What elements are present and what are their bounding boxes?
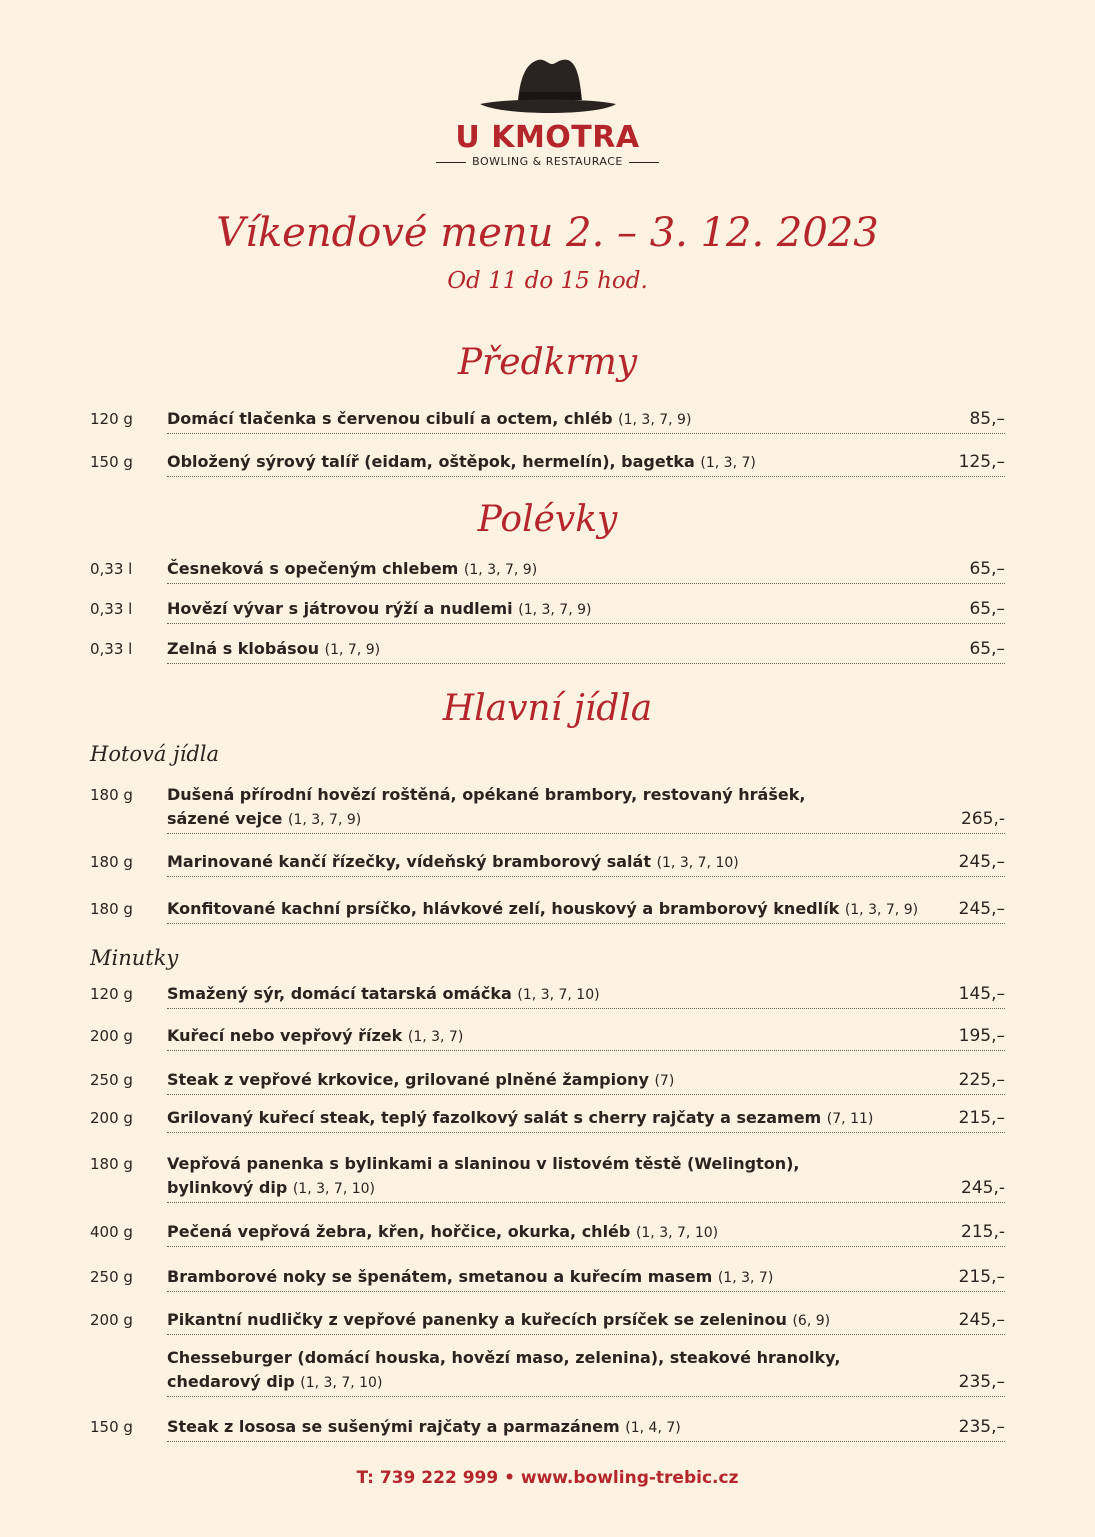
item-desc [167,1106,1005,1133]
item-price: 245,– [958,899,1005,919]
item-qty: 150 g [90,453,133,471]
item-price: 215,- [961,1222,1005,1242]
item-desc [167,1308,1005,1335]
section-title-polevky: Polévky [477,499,618,540]
item-desc [167,1415,1005,1442]
item-allergens: (1, 3, 7, 10) [635,1225,719,1241]
divider [436,162,466,163]
item-allergens: (1, 3, 7) [407,1029,464,1045]
brand-name: U KMOTRA [455,120,640,155]
item-name: Grilovaný kuřecí steak, teplý fazolkový salát s cherry rajčaty a sezamem [167,1108,822,1127]
item-name: Steak z lososa se sušenými rajčaty a parmazánem [167,1417,620,1436]
item-desc [167,850,1005,877]
item-name: Bramborové noky se špenátem, smetanou a kuřecím masem [167,1267,713,1286]
item-name: Smažený sýr, domácí tatarská omáčka [167,984,512,1003]
item-desc [167,1024,1005,1051]
item-allergens: (1, 3, 7, 9) [287,812,362,828]
page-title: Víkendové menu 2. – 3. 12. 2023 [216,210,879,256]
item-qty: 200 g [90,1027,133,1045]
item-allergens: (1, 3, 7) [700,455,756,471]
item-qty: 200 g [90,1311,133,1329]
item-desc [167,407,1005,434]
item-price: 85,– [969,409,1005,429]
item-desc [167,637,1005,664]
item-price: 245,- [961,1178,1005,1198]
item-allergens: (1, 3, 7, 9) [463,562,538,578]
item-price: 215,– [958,1267,1005,1287]
item-qty: 200 g [90,1109,133,1127]
item-name: Konfitované kachní prsíčko, hlávkové zelí, houskový a bramborový knedlík [167,899,840,918]
item-allergens: (1, 3, 7, 9) [618,412,692,428]
item-qty: 180 g [90,900,133,918]
item-name: Česneková s opečeným chlebem [167,559,459,578]
section-title-hlavni: Hlavní jídla [442,688,653,729]
item-desc [167,1068,1005,1095]
item-name: Dušená přírodní hovězí roštěná, opékané brambory, restovaný hrášek, [167,785,806,804]
item-allergens: (7) [654,1073,675,1089]
item-allergens: (1, 7, 9) [324,642,381,658]
item-allergens: (1, 3, 7, 9) [518,602,592,618]
item-name: Vepřová panenka s bylinkami a slaninou v listovém těstě (Welington), [167,1154,800,1173]
item-price: 65,– [969,599,1005,619]
item-name: Chesseburger (domácí houska, hovězí maso, zelenina), steakové hranolky, [167,1348,841,1367]
item-desc [167,450,1005,477]
item-qty: 180 g [90,786,133,804]
item-desc [167,1265,1005,1292]
item-name: Steak z vepřové krkovice, grilované plněné žampiony [167,1070,649,1089]
item-price: 235,– [958,1417,1005,1437]
item-allergens: (1, 3, 7, 9) [844,902,919,918]
item-price: 65,– [969,639,1005,659]
item-name: Hovězí vývar s játrovou rýží a nudlemi [167,599,513,618]
item-desc [167,557,1005,584]
item-desc [167,897,1005,924]
item-name: Pikantní nudličky z vepřové panenky a kuřecích prsíček se zeleninou [167,1310,787,1329]
item-allergens: (1, 3, 7, 10) [517,987,600,1003]
divider [629,162,659,163]
item-price: 195,– [958,1026,1005,1046]
item-price: 145,– [958,984,1005,1004]
item-desc [167,1346,1005,1397]
item-price: 225,– [958,1070,1005,1090]
opening-hours: Od 11 do 15 hod. [447,268,648,294]
item-desc [167,1220,1005,1247]
item-price: 65,– [969,559,1005,579]
footer-contact: T: 739 222 999 • www.bowling-trebic.cz [356,1468,739,1488]
subsection-title-hotova: Hotová jídla [90,742,220,766]
hat-icon [478,52,618,118]
item-qty: 0,33 l [90,640,133,658]
item-name: Zelná s klobásou [167,639,320,658]
item-qty: 0,33 l [90,600,133,618]
item-qty: 250 g [90,1071,133,1089]
item-qty: 180 g [90,853,133,871]
item-price: 125,– [958,452,1005,472]
brand-logo [0,52,1095,170]
item-qty: 180 g [90,1155,133,1173]
item-name: Obložený sýrový talíř (eidam, oštěpok, hermelín), bagetka [167,452,695,471]
item-allergens: (1, 3, 7) [717,1270,774,1286]
item-qty: 150 g [90,1418,133,1436]
brand-subtitle-text: BOWLING & RESTAURACE [472,155,623,168]
item-allergens: (6, 9) [792,1313,831,1329]
item-price: 215,– [958,1108,1005,1128]
item-price: 245,– [958,852,1005,872]
item-desc [167,982,1005,1009]
item-name-line2: bylinkový dip [167,1178,288,1197]
item-price: 235,– [958,1372,1005,1392]
item-qty: 120 g [90,410,133,428]
item-allergens: (7, 11) [826,1111,874,1127]
item-qty: 400 g [90,1223,133,1241]
item-allergens: (1, 4, 7) [625,1420,681,1436]
item-name-line2: chedarový dip [167,1372,295,1391]
item-qty: 250 g [90,1268,133,1286]
item-allergens: (1, 3, 7, 10) [300,1375,383,1391]
brand-subtitle [0,154,1095,170]
item-allergens: (1, 3, 7, 10) [656,855,739,871]
item-qty: 120 g [90,985,133,1003]
item-allergens: (1, 3, 7, 10) [292,1181,376,1197]
item-desc [167,783,1005,834]
section-title-predkrmy: Předkrmy [457,342,638,383]
item-name: Marinované kančí řízečky, vídeňský bramborový salát [167,852,651,871]
item-desc [167,597,1005,624]
item-name: Domácí tlačenka s červenou cibulí a octem, chléb [167,409,613,428]
item-qty: 0,33 l [90,560,133,578]
item-name: Kuřecí nebo vepřový řízek [167,1026,403,1045]
item-price: 265,- [961,809,1005,829]
subsection-title-minutky: Minutky [90,946,179,970]
item-name-line2: sázené vejce [167,809,283,828]
item-name: Pečená vepřová žebra, křen, hořčice, okurka, chléb [167,1222,631,1241]
item-price: 245,– [958,1310,1005,1330]
item-desc [167,1152,1005,1203]
